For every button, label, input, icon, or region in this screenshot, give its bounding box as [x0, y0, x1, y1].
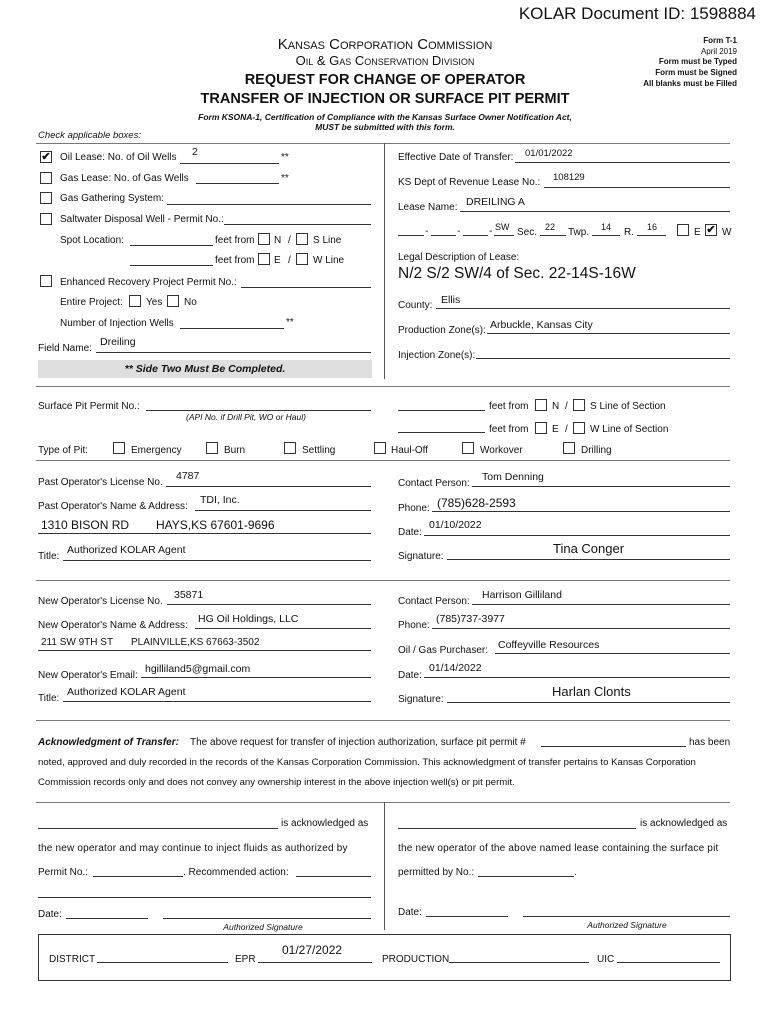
form-title-2: TRANSFER OF INJECTION OR SURFACE PIT PERMIT — [200, 91, 570, 107]
ack-right-date-line — [426, 916, 508, 917]
new-city-value[interactable]: PLAINVILLE,KS 67663-3502 — [131, 637, 260, 648]
footer-uic-line — [617, 962, 720, 963]
pit-ew-slash: / — [565, 424, 568, 435]
past-contact-value[interactable]: Tom Denning — [482, 471, 544, 483]
range-value[interactable]: 16 — [647, 222, 658, 232]
pit-type-label: Type of Pit: — [38, 445, 89, 456]
gas-gathering-label: Gas Gathering System: — [60, 193, 164, 204]
ks-lease-line — [544, 187, 730, 188]
swd-permit-line — [224, 224, 371, 225]
footer-epr-label: EPR — [235, 954, 256, 965]
new-address-line — [38, 650, 371, 651]
lease-name-value[interactable]: DREILING A — [466, 196, 525, 208]
gas-wells-stars: ** — [281, 173, 289, 184]
spot-e-checkbox[interactable] — [258, 253, 270, 265]
spot-n-checkbox[interactable] — [258, 233, 270, 245]
pit-e-checkbox[interactable] — [535, 422, 547, 434]
spot-s-checkbox[interactable] — [296, 233, 308, 245]
spot-s-line-label: S Line — [313, 235, 342, 246]
entire-project-label: Entire Project: — [60, 297, 123, 308]
swd-label: Saltwater Disposal Well - Permit No.: — [60, 214, 224, 225]
new-purchaser-value[interactable]: Coffeyville Resources — [498, 639, 600, 651]
new-email-label: New Operator's Email: — [38, 670, 138, 681]
production-zone-line — [487, 333, 730, 334]
new-purchaser-label: Oil / Gas Purchaser: — [398, 645, 489, 656]
past-contact-line — [472, 486, 730, 487]
ack-left-permit-line — [93, 876, 183, 877]
footer-district-line — [97, 962, 228, 963]
quarter-1-line — [398, 235, 424, 236]
pit-w-checkbox[interactable] — [573, 422, 585, 434]
spot-ew-feet-line — [130, 265, 213, 266]
pit-type-hauloff-label: Haul-Off — [391, 445, 429, 456]
entire-project-yes-checkbox[interactable] — [129, 295, 141, 307]
ack-text-line-1: The above request for transfer of injection authorization, surface pit permit # — [190, 737, 526, 748]
spot-ns-feet-from: feet from — [215, 235, 255, 246]
quarter-dash-3: - — [489, 226, 493, 237]
pit-permit-label: Surface Pit Permit No.: — [38, 401, 140, 412]
pit-section-line — [36, 386, 730, 387]
new-license-line — [167, 604, 371, 605]
ack-right-date-label: Date: — [398, 907, 422, 918]
quarter-4-value[interactable]: SW — [495, 222, 510, 232]
field-name-line — [96, 352, 371, 353]
twp-line — [592, 235, 620, 236]
new-contact-line — [472, 604, 730, 605]
pit-type-hauloff-checkbox[interactable] — [374, 442, 386, 454]
ack-heading: Acknowledgment of Transfer: — [38, 737, 179, 748]
pit-type-settling-label: Settling — [302, 445, 336, 456]
new-date-label: Date: — [398, 670, 422, 681]
enhanced-recovery-line — [241, 287, 371, 288]
new-title-value[interactable]: Authorized KOLAR Agent — [67, 686, 186, 698]
ack-left-date-label: Date: — [38, 909, 62, 920]
county-line — [436, 308, 730, 309]
form-title-1: REQUEST FOR CHANGE OF OPERATOR — [244, 72, 526, 88]
pit-ns-feet-line — [398, 410, 485, 411]
oil-wells-value[interactable]: 2 — [192, 146, 198, 158]
spot-ew-feet-from: feet from — [215, 255, 255, 266]
new-license-value[interactable]: 35871 — [174, 589, 204, 601]
pit-type-emergency-label: Emergency — [131, 445, 182, 456]
quarter-2-line — [431, 235, 456, 236]
ack-text-line-2: noted, approved and duly recorded in the records of the Kansas Corporation Commission. This acknowledgment of transfer pertains to Kansas Corporation — [38, 757, 696, 768]
division-name: Oil & Gas Conservation Division — [295, 53, 475, 68]
field-name-label: Field Name: — [38, 343, 92, 354]
county-label: County: — [398, 300, 433, 311]
quarter-4-line — [494, 235, 514, 236]
new-date-value[interactable]: 01/14/2022 — [429, 662, 482, 674]
new-operator-section-line — [36, 580, 730, 581]
past-title-label: Title: — [38, 551, 60, 562]
past-license-value[interactable]: 4787 — [176, 470, 200, 482]
ack-section-line — [36, 720, 730, 721]
spot-e-label: E — [274, 255, 281, 266]
past-name-line — [195, 510, 371, 511]
range-e-checkbox[interactable] — [677, 224, 689, 236]
new-contact-value[interactable]: Harrison Gilliland — [482, 589, 562, 601]
pit-w-line-label: W Line of Section — [590, 424, 669, 435]
footer-epr-date[interactable]: 01/27/2022 — [282, 943, 343, 957]
ack-left-extra-line — [38, 897, 371, 898]
new-name-line — [195, 628, 371, 629]
twp-label: Twp. — [568, 227, 590, 238]
new-signature-value[interactable]: Harlan Clonts — [552, 684, 631, 699]
spot-n-label: N — [274, 235, 282, 246]
injection-zone-label: Injection Zone(s): — [398, 350, 476, 361]
ack-left-new-operator-text: the new operator and may continue to inject fluids as authorized by — [38, 843, 348, 854]
range-w-checkbox[interactable]: ✔ — [706, 224, 716, 236]
spot-location-label: Spot Location: — [60, 235, 124, 246]
new-phone-line — [432, 628, 730, 629]
oil-lease-checkbox[interactable]: ✔ — [41, 151, 51, 163]
injection-wells-line — [180, 328, 284, 329]
new-license-label: New Operator's License No. — [38, 596, 163, 607]
past-date-label: Date: — [398, 527, 422, 538]
enhanced-recovery-label: Enhanced Recovery Project Permit No.: — [60, 277, 237, 288]
pit-type-burn-checkbox[interactable] — [206, 442, 218, 454]
spot-ew-slash: / — [288, 255, 291, 266]
past-contact-label: Contact Person: — [398, 478, 470, 489]
past-name-value[interactable]: TDI, Inc. — [200, 494, 240, 506]
new-name-label: New Operator's Name & Address: — [38, 620, 188, 631]
effective-date-line — [515, 162, 730, 163]
pit-s-checkbox[interactable] — [573, 399, 585, 411]
entire-project-yes-label: Yes — [146, 297, 163, 308]
new-name-value[interactable]: HG Oil Holdings, LLC — [198, 613, 299, 625]
ack-pit-permit-line — [541, 746, 686, 747]
spot-w-checkbox[interactable] — [296, 253, 308, 265]
check-boxes-label: Check applicable boxes: — [38, 130, 141, 141]
pit-permit-line — [146, 410, 371, 411]
quarter-dash-2: - — [457, 226, 461, 237]
footer-epr-line — [258, 962, 372, 963]
new-title-label: Title: — [38, 693, 60, 704]
section-divider — [384, 143, 385, 379]
ack-right-new-operator-text: the new operator of the above named lease containing the surface pit — [398, 843, 719, 854]
gas-gathering-checkbox[interactable] — [40, 192, 52, 204]
range-e-label: E — [694, 227, 701, 238]
quarter-3-line — [463, 235, 488, 236]
new-phone-value[interactable]: (785)737-3977 — [436, 613, 505, 625]
lease-name-label: Lease Name: — [398, 202, 458, 213]
past-name-label: Past Operator's Name & Address: — [38, 501, 188, 512]
pit-type-workover-label: Workover — [480, 445, 523, 456]
ack-left-permit-label: Permit No.: — [38, 867, 89, 878]
form-signed-note: Form must be Signed — [655, 68, 737, 77]
pit-n-label: N — [552, 401, 560, 412]
past-address-value[interactable]: 1310 BISON RD — [41, 518, 130, 532]
pit-ns-slash: / — [565, 401, 568, 412]
ksona-note-1: Form KSONA-1, Certification of Compliance with the Kansas Surface Owner Notification Act, — [198, 112, 572, 122]
past-signature-line — [447, 559, 730, 560]
past-date-line — [424, 535, 730, 536]
oil-lease-label: Oil Lease: No. of Oil Wells — [60, 152, 177, 163]
sec-label: Sec. — [517, 227, 538, 238]
ack-split-top-line — [36, 802, 730, 803]
past-address-line — [38, 533, 371, 534]
ack-left-is-acknowledged: is acknowledged as — [281, 818, 369, 829]
ack-right-signature-line — [523, 916, 730, 917]
new-signature-label: Signature: — [398, 694, 444, 705]
past-title-line — [63, 560, 371, 561]
document-id: KOLAR Document ID: 1598884 — [518, 4, 756, 23]
ack-left-authorized-signature: Authorized Signature — [223, 922, 303, 932]
pit-type-emergency-checkbox[interactable] — [113, 442, 125, 454]
new-phone-label: Phone: — [398, 620, 430, 631]
injection-wells-stars: ** — [286, 317, 294, 328]
spot-w-line-label: W Line — [313, 255, 345, 266]
new-title-line — [63, 701, 371, 702]
past-license-label: Past Operator's License No. — [38, 477, 163, 488]
form-revision-date: April 2019 — [700, 47, 737, 56]
ack-right-permitted-by-label: permitted by No.: — [398, 867, 475, 878]
form-blanks-note: All blanks must be Filled — [643, 79, 737, 88]
field-name-value[interactable]: Dreiling — [100, 336, 136, 348]
oil-wells-stars: ** — [281, 152, 289, 163]
quarter-dash-1: - — [425, 226, 429, 237]
ack-right-is-acknowledged: is acknowledged as — [640, 818, 728, 829]
new-signature-line — [447, 702, 730, 703]
gas-lease-label: Gas Lease: No. of Gas Wells — [60, 173, 189, 184]
legal-description-value[interactable]: N/2 S/2 SW/4 of Sec. 22-14S-16W — [398, 265, 636, 282]
pit-type-drilling-checkbox[interactable] — [563, 442, 575, 454]
swd-checkbox[interactable] — [40, 213, 52, 225]
footer-district-label: DISTRICT — [49, 954, 96, 965]
sec-line — [540, 235, 566, 236]
spot-ns-feet-line — [130, 245, 213, 246]
past-date-value[interactable]: 01/10/2022 — [429, 519, 482, 531]
gas-wells-line — [196, 183, 279, 184]
pit-type-workover-checkbox[interactable] — [462, 442, 474, 454]
production-zone-label: Production Zone(s): — [398, 325, 486, 336]
ack-left-operator-line — [38, 828, 278, 829]
form-number: Form T-1 — [703, 36, 737, 45]
range-line — [637, 235, 666, 236]
past-phone-label: Phone: — [398, 503, 430, 514]
ack-left-recommended-action: . Recommended action: — [183, 867, 289, 878]
new-email-line — [141, 677, 371, 678]
footer-production-line — [449, 962, 589, 963]
legal-description-label: Legal Description of Lease: — [398, 252, 520, 263]
injection-zone-line — [476, 358, 730, 359]
twp-value[interactable]: 14 — [601, 222, 612, 232]
new-date-line — [424, 677, 730, 678]
ack-left-date-line — [66, 918, 148, 919]
past-phone-value[interactable]: (785)628-2593 — [437, 496, 516, 510]
past-license-line — [166, 486, 371, 487]
county-value[interactable]: Ellis — [441, 294, 461, 306]
range-label: R. — [624, 227, 634, 238]
new-address-value[interactable]: 211 SW 9TH ST — [41, 637, 114, 648]
past-city-value[interactable]: HAYS,KS 67601-9696 — [156, 518, 275, 532]
sec-value[interactable]: 22 — [545, 222, 556, 232]
ksona-note-2: MUST be submitted with this form. — [315, 122, 455, 132]
footer-uic-label: UIC — [597, 954, 615, 965]
pit-s-line-label: S Line of Section — [590, 401, 666, 412]
injection-wells-label: Number of Injection Wells — [60, 318, 174, 329]
section-top-line — [36, 143, 730, 144]
gas-lease-checkbox[interactable] — [40, 172, 52, 184]
lease-name-line — [460, 211, 730, 212]
footer-production-label: PRODUCTION — [382, 954, 450, 965]
pit-api-note: (API No. if Drill Pit, WO or Haul) — [186, 412, 306, 422]
ks-lease-label: KS Dept of Revenue Lease No.: — [398, 177, 541, 188]
ack-right-period: . — [574, 867, 577, 878]
ack-right-permitted-by-line — [478, 876, 574, 877]
entire-project-no-checkbox[interactable] — [167, 295, 179, 307]
pit-ns-feet-from: feet from — [489, 401, 529, 412]
enhanced-recovery-checkbox[interactable] — [40, 275, 52, 287]
pit-n-checkbox[interactable] — [535, 399, 547, 411]
spot-ns-slash: / — [288, 235, 291, 246]
ack-split-divider — [384, 802, 385, 930]
effective-date-label: Effective Date of Transfer: — [398, 152, 514, 163]
agency-name: Kansas Corporation Commission — [277, 36, 493, 53]
ack-text-line-3: Commission records only and does not convey any ownership interest in the above injection well(s) or pit permit. — [38, 777, 515, 788]
pit-e-label: E — [552, 424, 559, 435]
past-operator-section-line — [36, 460, 730, 461]
oil-wells-line — [180, 163, 279, 164]
range-w-label: W — [722, 227, 732, 238]
entire-project-no-label: No — [184, 297, 197, 308]
pit-ew-feet-from: feet from — [489, 424, 529, 435]
past-signature-label: Signature: — [398, 551, 444, 562]
past-phone-line — [432, 511, 730, 512]
new-contact-label: Contact Person: — [398, 596, 470, 607]
past-title-value[interactable]: Authorized KOLAR Agent — [67, 544, 186, 556]
form-typed-note: Form must be Typed — [658, 57, 737, 66]
new-email-value[interactable]: hgilliland5@gmail.com — [145, 663, 251, 675]
ack-right-authorized-signature: Authorized Signature — [587, 920, 667, 930]
ks-lease-value[interactable]: 108129 — [553, 172, 585, 183]
ack-has-been: has been — [689, 737, 731, 748]
past-signature-value[interactable]: Tina Conger — [553, 541, 625, 556]
ack-right-operator-line — [398, 828, 636, 829]
pit-type-settling-checkbox[interactable] — [284, 442, 296, 454]
production-zone-value[interactable]: Arbuckle, Kansas City — [490, 319, 593, 331]
pit-type-drilling-label: Drilling — [581, 445, 612, 456]
effective-date-value[interactable]: 01/01/2022 — [525, 148, 573, 159]
new-purchaser-line — [495, 653, 730, 654]
ack-left-recommended-line — [296, 876, 371, 877]
side-two-banner: ** Side Two Must Be Completed. — [38, 360, 372, 378]
gas-gathering-line — [167, 204, 371, 205]
pit-type-burn-label: Burn — [224, 445, 246, 456]
pit-ew-feet-line — [398, 432, 485, 433]
ack-left-signature-line — [163, 918, 371, 919]
